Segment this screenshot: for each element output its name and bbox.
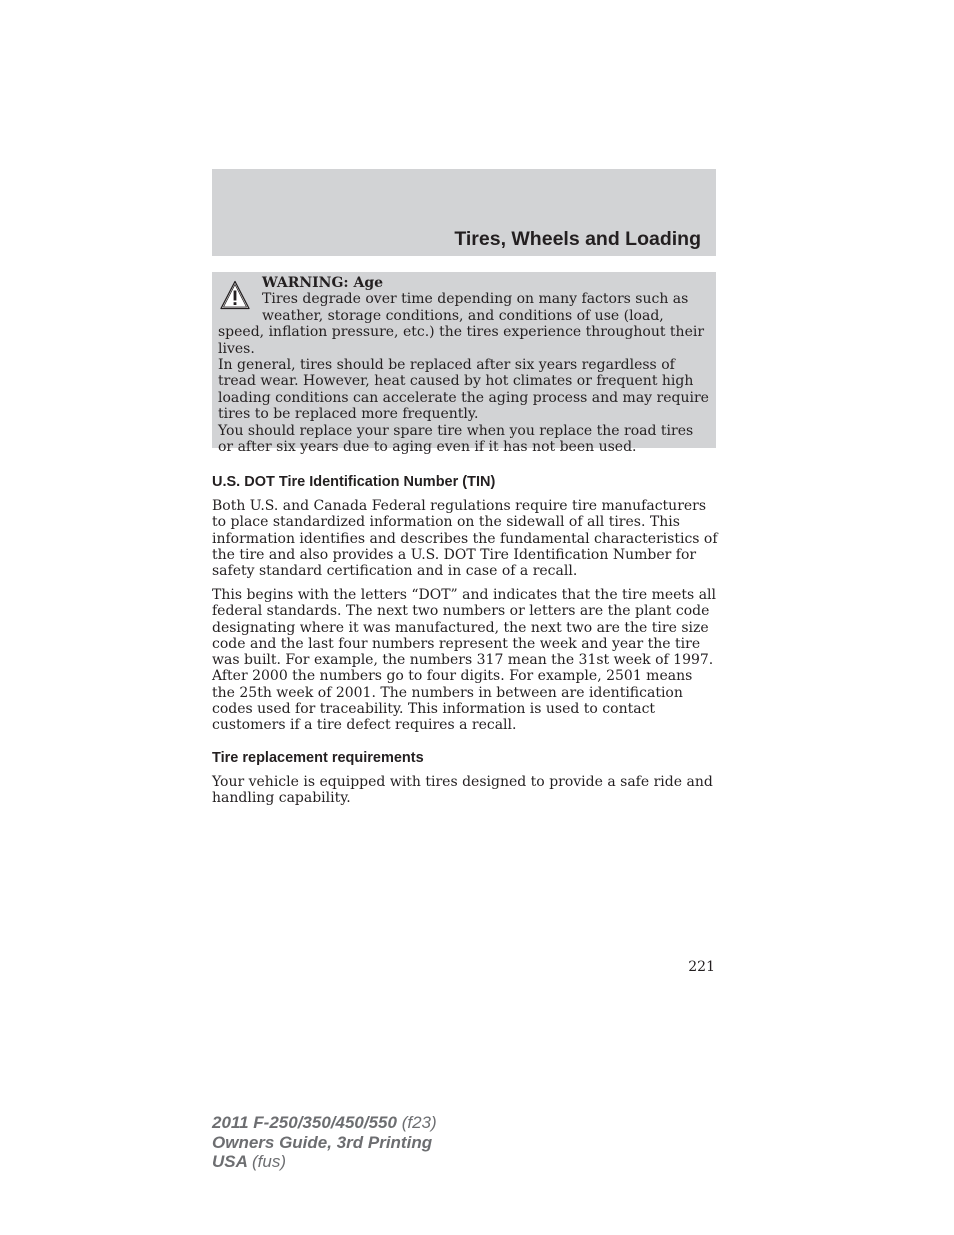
warning-paragraph: In general, tires should be replaced after six years regardless of tread wear. However, heat caused by hot climates or frequent high loading conditions can accelerate the aging process and may require tires to be replaced more frequently.: [218, 357, 709, 423]
warning-box: [212, 272, 716, 456]
footer-market: USA: [212, 1152, 248, 1171]
footer-market-line: [212, 1152, 437, 1172]
warning-paragraph: You should replace your spare tire when you replace the road tires or after six years due to aging even if it has not been used.: [218, 422, 694, 456]
body-paragraph: Both U.S. and Canada Federal regulations require tire manufacturers to place standardized information on the sidewall of all tires. This information identifies and describes the fundamental characteristics of the tire and also provides a U.S. DOT Tire Identification Number for safety standard certification and in case of a recall.: [212, 498, 718, 580]
footer-model-code: (f23): [401, 1113, 437, 1132]
footer-model-line: [212, 1113, 437, 1133]
section-heading-tire-replacement: Tire replacement requirements: [212, 750, 424, 766]
warning-triangle-icon: [220, 280, 250, 310]
footer-imprint: [212, 1113, 437, 1172]
footer-guide-line: Owners Guide, 3rd Printing: [212, 1132, 433, 1152]
chapter-title: Tires, Wheels and Loading: [454, 228, 701, 250]
chapter-header-band: [212, 169, 716, 256]
body-paragraph: This begins with the letters “DOT” and indicates that the tire meets all federal standards. The next two numbers or letters are the plant code designating where it was manufactured, the next two are the tire size code and the last four numbers represent the week and year the tire was built. For example, the numbers 317 mean the 31st week of 1997. After 2000 the numbers go to four digits. For example, 2501 means the 25th week of 2001. The numbers in between are identification codes used for traceability. This information is used to contact customers if a tire defect requires a recall.: [212, 587, 716, 734]
footer-market-code: (fus): [252, 1152, 286, 1171]
section-heading-tin: U.S. DOT Tire Identification Number (TIN): [212, 474, 496, 490]
page-number: 221: [688, 959, 715, 975]
warning-paragraph: Tires degrade over time depending on many factors such as weather, storage conditions, and conditions of use (load, speed, inflation pressure, etc.) the tires experience throughout their lives.: [218, 291, 705, 357]
footer-model: 2011 F-250/350/450/550: [212, 1113, 397, 1132]
warning-heading: WARNING: Age: [262, 275, 384, 291]
body-paragraph: Your vehicle is equipped with tires designed to provide a safe ride and handling capability.: [212, 774, 713, 807]
